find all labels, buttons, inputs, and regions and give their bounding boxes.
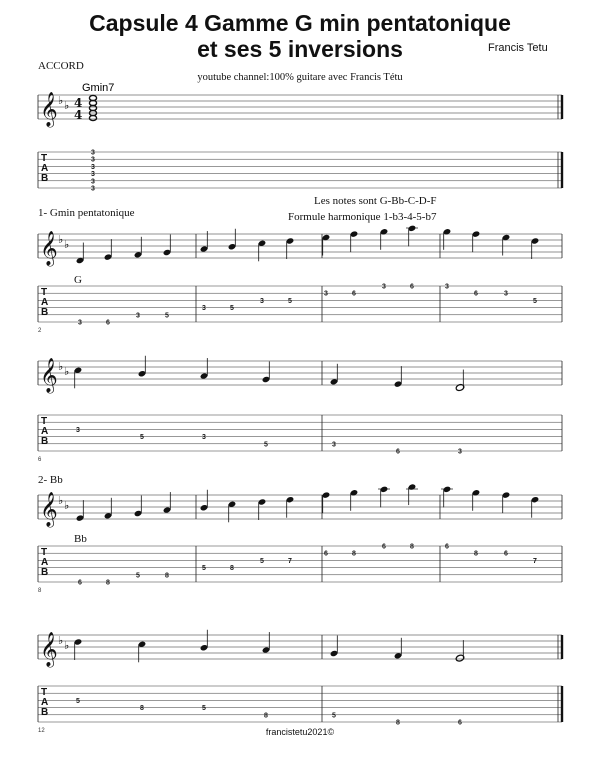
tab-number: 3 [91, 156, 95, 164]
chord-name: Gmin7 [82, 82, 115, 94]
treble-clef-icon: 𝄞 [40, 492, 58, 527]
measure-number: 6 [38, 457, 42, 463]
flat-icon: ♭ [64, 365, 70, 378]
accord-label: ACCORD [38, 60, 84, 72]
time-signature: 4 [74, 108, 83, 122]
section1-chord-label: G [74, 274, 82, 286]
tab-number: 3 [202, 305, 206, 313]
flat-icon: ♭ [64, 639, 70, 652]
tab-number: 3 [260, 297, 264, 305]
tab-number: 3 [91, 185, 95, 193]
tab-number: 8 [396, 719, 400, 727]
tab-number: 5 [165, 312, 169, 320]
tab-letter: A [41, 163, 49, 174]
tab-number: 6 [458, 719, 462, 727]
flat-icon: ♭ [64, 499, 70, 512]
tab-number: 6 [445, 543, 449, 551]
flat-icon: ♭ [64, 99, 70, 112]
tab-number: 3 [136, 312, 140, 320]
notes-annotation: Les notes sont G-Bb-C-D-F [314, 195, 437, 207]
flat-icon: ♭ [58, 494, 64, 507]
tab-letter: A [41, 697, 49, 708]
tab-letter: A [41, 426, 49, 437]
tab-number: 6 [324, 550, 328, 558]
time-signature: 4 [74, 96, 83, 110]
tab-number: 3 [91, 171, 95, 179]
tab-letter: A [41, 297, 49, 308]
tab-number: 8 [140, 705, 144, 713]
tab-number: 8 [165, 572, 169, 580]
tab-number: 7 [288, 557, 292, 565]
treble-clef-icon: 𝄞 [40, 358, 58, 393]
section2-chord-label: Bb [74, 533, 87, 545]
tab-number: 3 [91, 163, 95, 171]
tab-number: 6 [396, 448, 400, 456]
treble-clef-icon: 𝄞 [40, 92, 58, 127]
tab-number: 6 [474, 290, 478, 298]
tab-number: 5 [202, 565, 206, 573]
tab-number: 8 [352, 550, 356, 558]
tab-number: 5 [230, 305, 234, 313]
tab-letter: T [41, 416, 48, 427]
tab-number: 8 [410, 543, 414, 551]
flat-icon: ♭ [58, 94, 64, 107]
section1-heading: 1- Gmin pentatonique [38, 207, 135, 219]
tab-number: 3 [202, 434, 206, 442]
tab-number: 3 [324, 290, 328, 298]
flat-icon: ♭ [58, 233, 64, 246]
tab-number: 3 [91, 149, 95, 157]
tab-number: 6 [382, 543, 386, 551]
tab-number: 5 [288, 297, 292, 305]
page-title-line1: Capsule 4 Gamme G min pentatonique [89, 10, 511, 36]
tab-number: 6 [504, 550, 508, 558]
tab-number: 3 [504, 290, 508, 298]
tab-number: 3 [445, 283, 449, 291]
tab-number: 5 [260, 557, 264, 565]
treble-clef-icon: 𝄞 [40, 632, 58, 667]
flat-icon: ♭ [58, 634, 64, 647]
tab-letter: T [41, 547, 48, 558]
formula-annotation: Formule harmonique 1-b3-4-5-b7 [288, 211, 437, 223]
tab-number: 8 [264, 712, 268, 720]
tab-number: 3 [458, 448, 462, 456]
tab-number: 3 [382, 283, 386, 291]
tab-number: 5 [76, 697, 80, 705]
tab-letter: B [41, 707, 49, 718]
tab-number: 5 [332, 712, 336, 720]
tab-number: 6 [410, 283, 414, 291]
footer-copyright: francistetu2021© [265, 727, 335, 737]
author-name: Francis Tetu [488, 42, 548, 54]
tab-number: 6 [352, 290, 356, 298]
measure-number: 12 [38, 728, 45, 734]
measure-number: 2 [38, 328, 42, 334]
section2-heading: 2- Bb [38, 474, 63, 486]
youtube-channel: youtube channel:100% guitare avec Francis Tétu [197, 72, 403, 83]
flat-icon: ♭ [64, 238, 70, 251]
tab-letter: T [41, 687, 48, 698]
measure-number: 8 [38, 588, 42, 594]
flat-icon: ♭ [58, 360, 64, 373]
tab-number: 5 [202, 705, 206, 713]
tab-number: 8 [106, 579, 110, 587]
tab-number: 3 [78, 319, 82, 327]
tab-number: 5 [136, 572, 140, 580]
tab-number: 3 [91, 178, 95, 186]
tab-number: 6 [78, 579, 82, 587]
page-title-line2: et ses 5 inversions [197, 36, 403, 62]
tab-letter: B [41, 567, 49, 578]
tab-number: 8 [230, 565, 234, 573]
tab-number: 5 [533, 297, 537, 305]
tab-letter: B [41, 173, 49, 184]
tab-number: 8 [474, 550, 478, 558]
tab-number: 3 [332, 441, 336, 449]
tab-number: 3 [76, 426, 80, 434]
tab-letter: B [41, 436, 49, 447]
tab-letter: B [41, 307, 49, 318]
tab-number: 5 [140, 434, 144, 442]
tab-letter: A [41, 557, 49, 568]
tab-letter: T [41, 153, 48, 164]
tab-number: 6 [106, 319, 110, 327]
tab-number: 5 [264, 441, 268, 449]
tab-number: 7 [533, 557, 537, 565]
treble-clef-icon: 𝄞 [40, 231, 58, 266]
tab-letter: T [41, 287, 48, 298]
